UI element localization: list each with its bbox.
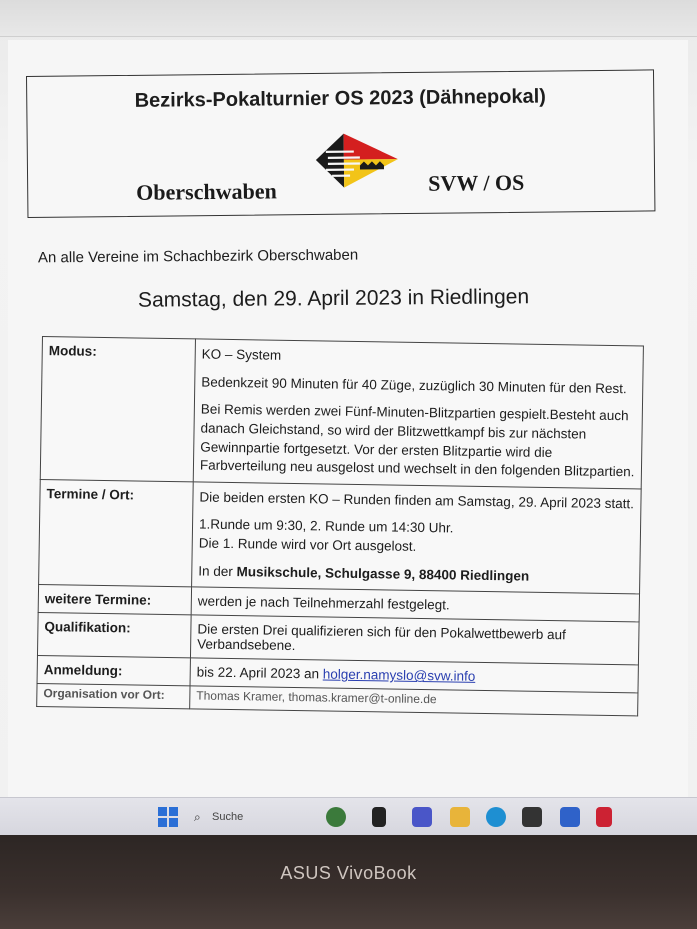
row-value-termine	[192, 482, 642, 595]
store-icon[interactable]	[522, 807, 542, 827]
row-label-termine: Termine / Ort:	[39, 479, 194, 587]
venue-prefix: In der	[198, 563, 237, 579]
document-header-box	[26, 69, 655, 218]
laptop-brand-label: ASUS VivoBook	[280, 863, 417, 883]
widgets-icon[interactable]	[326, 807, 346, 827]
event-date-line: Samstag, den 29. April 2023 in Riedlingen	[137, 285, 530, 312]
table-row	[39, 479, 642, 594]
windows-taskbar	[0, 797, 697, 835]
anmeldung-email-link[interactable]: holger.namyslo@svw.info	[322, 666, 476, 685]
app-toolbar	[0, 0, 697, 37]
search-label: Suche	[212, 811, 244, 823]
termine-draw-line: Die 1. Runde wird vor Ort ausgelost.	[198, 535, 417, 554]
tournament-info-table	[36, 336, 644, 717]
venue-address: Musikschule, Schulgasse 9, 88400 Riedlingen	[236, 563, 530, 584]
document-title: Bezirks-Pokalturnier OS 2023 (Dähnepokal)	[134, 85, 546, 112]
table-row	[40, 337, 643, 489]
intro-text: An alle Vereine im Schachbezirk Oberschwaben	[37, 246, 359, 267]
modus-time-control: Bedenkzeit 90 Minuten für 40 Züge, zuzüglich 30 Minuten für den Rest.	[201, 374, 627, 396]
region-name: Oberschwaben	[136, 178, 277, 205]
modus-system: KO – System	[201, 346, 282, 363]
row-label-weitere: weitere Termine:	[38, 585, 191, 615]
search-icon: ⌕	[194, 810, 201, 824]
row-label-organisation: Organisation vor Ort:	[37, 684, 190, 709]
edge-browser-icon[interactable]	[486, 807, 506, 827]
row-value-modus	[193, 339, 643, 489]
row-value-qualifikation: Die ersten Drei qualifizieren sich für den Pokalwettbewerb auf Verbandsebene.	[190, 615, 639, 665]
file-explorer-icon[interactable]	[450, 807, 470, 827]
taskbar-search[interactable]	[190, 807, 298, 827]
termine-times	[199, 516, 635, 560]
row-value-organisation: Thomas Kramer, thomas.kramer@t-online.de	[190, 686, 638, 716]
task-view-icon[interactable]	[372, 807, 386, 827]
federation-abbrev: SVW / OS	[428, 169, 525, 196]
windows-start-icon[interactable]	[158, 807, 178, 827]
teams-chat-icon[interactable]	[412, 807, 432, 827]
row-label-anmeldung: Anmeldung:	[37, 656, 190, 686]
row-label-qualifikation: Qualifikation:	[37, 613, 191, 658]
modus-tiebreak: Bei Remis werden zwei Fünf-Minuten-Blitzpartien gespielt.Besteht auch danach Gleichstand, so wird der Blitzwettkampf bis zur nächsten Gewinnpartie fortgesetzt. Vor der ersten Blitzpartie wird die Farbverteilung neu ausgelost und wechselt in den folgenden Blitzpartien.	[199, 401, 635, 480]
termine-rounds: Die beiden ersten KO – Runden finden am Samstag, 29. April 2023 statt.	[199, 489, 635, 512]
row-value-weitere: werden je nach Teilnehmerzahl festgelegt.	[191, 587, 639, 622]
app-icon[interactable]	[560, 807, 580, 827]
anmeldung-deadline: bis 22. April 2023 an	[196, 664, 323, 682]
laptop-bezel	[0, 835, 697, 929]
svw-logo	[314, 129, 401, 192]
termine-times-line: 1.Runde um 9:30, 2. Runde um 14:30 Uhr.	[198, 516, 454, 536]
row-label-modus: Modus:	[40, 337, 195, 482]
termine-venue	[198, 562, 633, 587]
app-icon-2[interactable]	[596, 807, 612, 827]
